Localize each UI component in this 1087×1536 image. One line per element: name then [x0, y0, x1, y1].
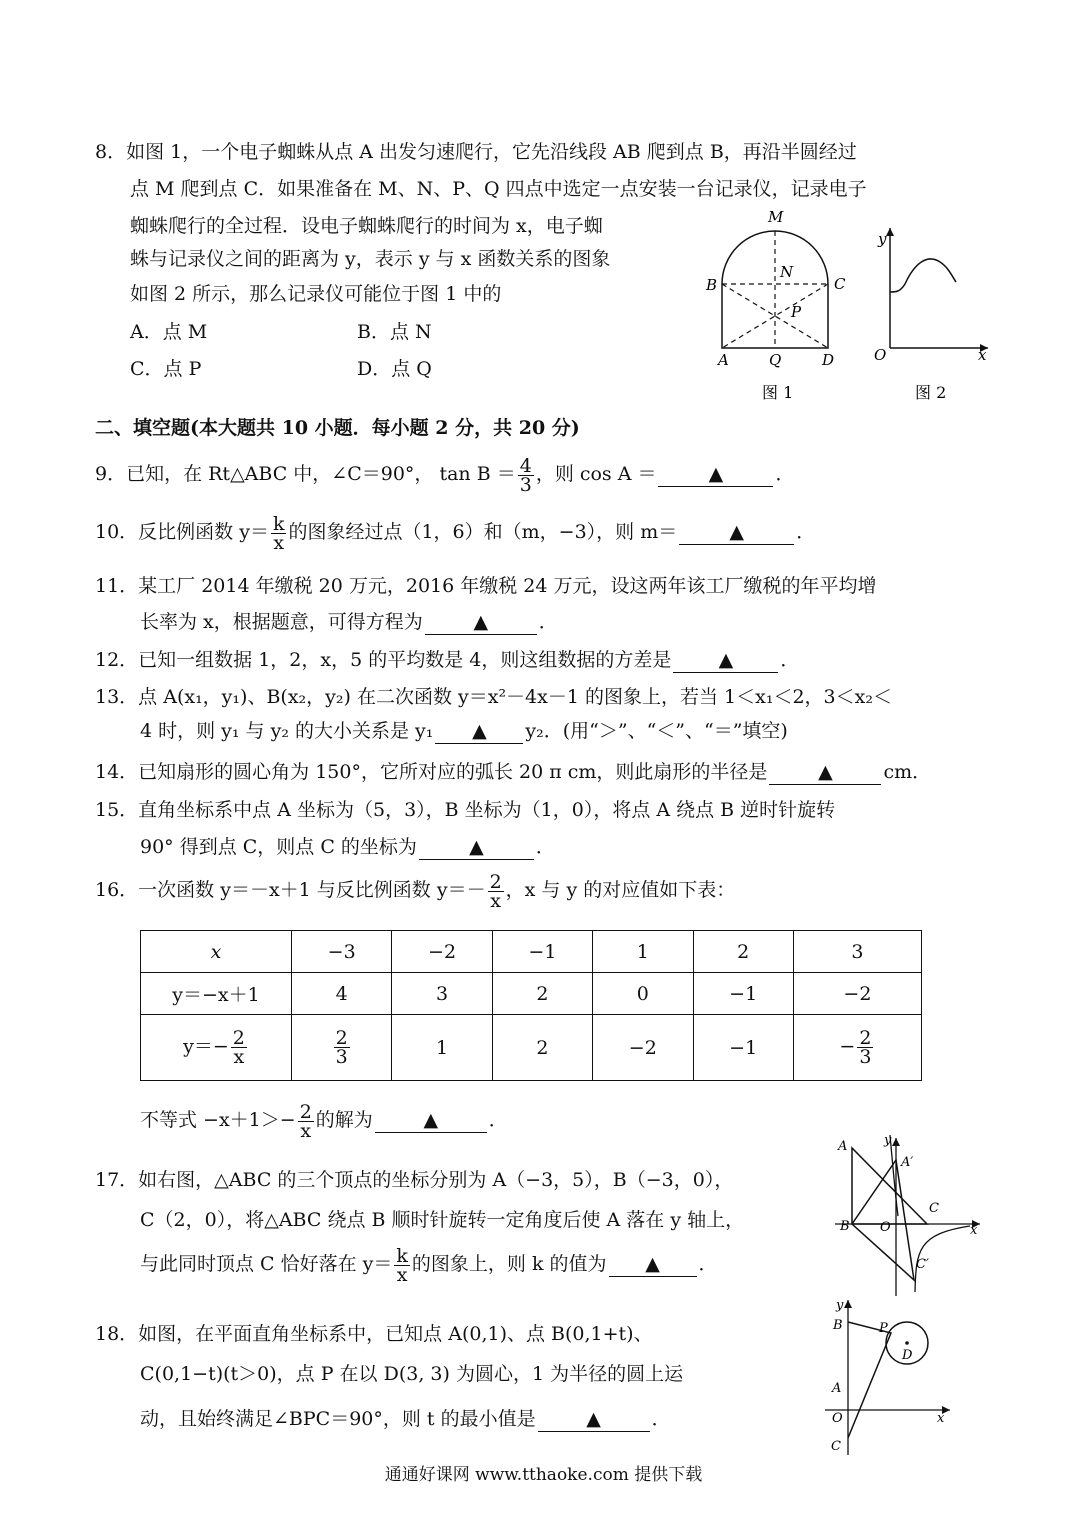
q10-fraction — [271, 512, 287, 554]
fig18-label-o: O — [832, 1411, 843, 1426]
table-row — [141, 931, 922, 973]
q17-figure — [830, 1130, 985, 1300]
table-cell: y＝−x＋1 — [141, 973, 292, 1015]
q9-post: ，则 cos A ＝ — [535, 463, 657, 485]
table-cell: 2 — [492, 973, 592, 1015]
table-cell: −2 — [593, 1015, 693, 1081]
fig1-label-b: B — [706, 276, 718, 294]
row3-label-num: 2 — [232, 1027, 245, 1049]
q17-line3 — [140, 1246, 718, 1284]
q16-ineq-pre: 不等式 −x＋1＞− — [140, 1109, 296, 1131]
table-cell — [141, 1015, 292, 1081]
q11-text: 长率为 x，根据题意，可得方程为 — [140, 611, 423, 633]
q10-pre: 10．反比例函数 y＝ — [95, 521, 269, 543]
fig18-label-c: C — [831, 1439, 841, 1454]
q16-fraction — [488, 870, 504, 912]
q15-end: ． — [535, 836, 555, 858]
q8-line4: 蛛与记录仪之间的距离为 y，表示 y 与 x 函数关系的图象 — [130, 248, 611, 270]
q16-ineq-post: 的解为 — [315, 1109, 373, 1131]
q9-pre: 9．已知，在 Rt△ABC 中，∠C＝90°， tan B ＝ — [95, 463, 516, 485]
cell-frac-den: 3 — [335, 1046, 348, 1068]
row3-label-fraction — [231, 1029, 247, 1066]
q18-answer-blank[interactable]: ▲ — [538, 1407, 650, 1432]
q16-ineq-fraction — [298, 1100, 314, 1142]
cell-frac-den: 3 — [859, 1046, 872, 1068]
q16-post: ，x 与 y 的对应值如下表： — [505, 879, 736, 901]
q13-line1: 13．点 A(x₁，y₁)、B(x₂，y₂) 在二次函数 y＝x²－4x－1 的图象上，若当 1＜x₁＜2，3＜x₂＜ — [95, 686, 892, 708]
q16-end: ． — [488, 1109, 508, 1131]
q13-text-post: y₂．(用“＞”、“＜”、“＝”填空) — [525, 720, 788, 742]
fig17-label-c-prime: C′ — [916, 1257, 929, 1272]
q17-frac-den: x — [396, 1263, 408, 1286]
q10-end: ． — [796, 521, 816, 543]
q11-answer-blank[interactable]: ▲ — [425, 610, 537, 635]
q8-figure-1 — [700, 200, 860, 405]
cell-frac-num: 2 — [335, 1027, 348, 1049]
table-cell: −2 — [392, 931, 492, 973]
row3-label-den: x — [233, 1046, 245, 1068]
table-cell: x — [141, 931, 292, 973]
fig17-label-a: A — [838, 1139, 848, 1154]
fig2-caption: 图 2 — [915, 383, 947, 402]
table-cell: 4 — [292, 973, 392, 1015]
q15-line1: 15．直角坐标系中点 A 坐标为（5，3），B 坐标为（1，0），将点 A 绕点 B 逆时针旋转 — [95, 799, 836, 821]
fig1-label-n: N — [780, 263, 794, 281]
fig17-label-a-prime: A′ — [901, 1155, 914, 1170]
cell-fraction — [334, 1029, 350, 1066]
table-cell: 2 — [492, 1015, 592, 1081]
q16-answer-blank[interactable]: ▲ — [375, 1108, 487, 1133]
q11-end: ． — [538, 611, 558, 633]
q16-value-table — [140, 930, 922, 1081]
q18-end: ． — [651, 1408, 671, 1430]
table-row — [141, 1015, 922, 1081]
q16-intro — [95, 872, 735, 910]
fig2-label-y: y — [878, 230, 887, 248]
row3-label-pre: y＝− — [183, 1035, 229, 1058]
q18-text: 动，且始终满足∠BPC＝90°，则 t 的最小值是 — [140, 1408, 536, 1430]
q9-end: ． — [775, 463, 795, 485]
q9-frac-den: 3 — [519, 473, 532, 496]
q11-line2 — [140, 608, 558, 636]
q17-line1: 17．如右图，△ABC 的三个顶点的坐标分别为 A（−3，5），B（−3，0）， — [95, 1169, 734, 1191]
q14-text: 14．已知扇形的圆心角为 150°，它所对应的弧长 20 π cm，则此扇形的半径是 — [95, 761, 768, 783]
table-cell — [292, 1015, 392, 1081]
fig1-label-q: Q — [769, 351, 782, 369]
q13-text-pre: 4 时，则 y₁ 与 y₂ 的大小关系是 y₁ — [140, 720, 434, 742]
q14-answer-blank[interactable]: ▲ — [769, 760, 881, 785]
q9-frac-num: 4 — [519, 454, 532, 477]
q8-line5: 如图 2 所示，那么记录仪可能位于图 1 中的 — [130, 283, 502, 305]
fig17-label-x: x — [970, 1223, 978, 1238]
table-cell — [793, 1015, 921, 1081]
q12 — [95, 646, 799, 674]
q8-line2: 点 M 爬到点 C．如果准备在 M、N、P、Q 四点中选定一点安装一台记录仪，记录电子 — [130, 178, 867, 200]
q18-line1: 18．如图，在平面直角坐标系中，已知点 A(0,1)、点 B(0,1+t)、 — [95, 1323, 653, 1345]
q12-answer-blank[interactable]: ▲ — [673, 648, 778, 673]
q16-ineq-num: 2 — [299, 1100, 312, 1123]
table-cell: 2 — [693, 931, 793, 973]
q8-option-d: D．点 Q — [357, 358, 432, 380]
q8-option-b: B．点 N — [357, 321, 432, 343]
table-cell: 1 — [593, 931, 693, 973]
table-row — [141, 973, 922, 1015]
fig1-label-m: M — [768, 208, 784, 226]
q17-post: 的图象上，则 k 的值为 — [411, 1253, 607, 1275]
q17-line2: C（2，0），将△ABC 绕点 B 顺时针旋转一定角度后使 A 落在 y 轴上， — [140, 1209, 745, 1231]
table-cell: 3 — [392, 973, 492, 1015]
fig2-label-o: O — [874, 346, 887, 364]
q9 — [95, 456, 795, 494]
fig18-label-y: y — [836, 1298, 844, 1313]
q16-inequality — [140, 1102, 508, 1140]
q10 — [95, 514, 815, 552]
fig18-label-a: A — [832, 1381, 842, 1396]
q16-ineq-den: x — [300, 1119, 312, 1142]
table-cell: −1 — [693, 1015, 793, 1081]
q14 — [95, 758, 931, 786]
table-cell: −2 — [793, 973, 921, 1015]
q15-line2 — [140, 833, 555, 861]
q8-option-c: C．点 P — [130, 358, 202, 380]
q18-line3 — [140, 1405, 671, 1433]
table-cell: 3 — [793, 931, 921, 973]
q8-line1: 8．如图 1，一个电子蜘蛛从点 A 出发匀速爬行，它先沿线段 AB 爬到点 B，再沿半圆经过 — [95, 141, 857, 163]
q17-frac-num: k — [396, 1244, 408, 1267]
table-cell: −1 — [693, 973, 793, 1015]
q13-answer-blank[interactable]: ▲ — [435, 719, 523, 744]
table-cell: −1 — [492, 931, 592, 973]
q11-line1: 11．某工厂 2014 年缴税 20 万元，2016 年缴税 24 万元，设这两年该工厂缴税的年平均增 — [95, 575, 877, 597]
q17-fraction — [394, 1244, 410, 1286]
fig17-label-c: C — [929, 1201, 939, 1216]
table-cell: 0 — [593, 973, 693, 1015]
fig1-label-d: D — [822, 351, 835, 369]
fig18-label-x: x — [937, 1411, 945, 1426]
q8-figure-2 — [860, 220, 995, 405]
fig1-label-c: C — [834, 275, 846, 293]
q8-option-a: A．点 M — [130, 321, 208, 343]
table-cell: 1 — [392, 1015, 492, 1081]
q9-fraction — [518, 454, 534, 496]
q18-figure — [815, 1295, 965, 1460]
q16-frac-den: x — [490, 889, 501, 912]
q16-pre: 16．一次函数 y＝－x＋1 与反比例函数 y＝－ — [95, 879, 486, 901]
q18-line2: C(0,1−t)(t＞0)，点 P 在以 D(3, 3) 为圆心，1 为半径的圆上运 — [140, 1363, 684, 1385]
fig2-label-x: x — [978, 346, 987, 364]
cell-pre: − — [839, 1035, 856, 1058]
fig1-label-p: P — [791, 303, 802, 321]
table-cell: −3 — [292, 931, 392, 973]
q12-text: 12．已知一组数据 1，2，x，5 的平均数是 4，则这组数据的方差是 — [95, 649, 672, 671]
fig1-caption: 图 1 — [762, 383, 794, 402]
fig17-label-o: O — [880, 1220, 891, 1235]
q17-pre: 与此同时顶点 C 恰好落在 y＝ — [140, 1253, 393, 1275]
cell-fraction — [857, 1029, 873, 1066]
q12-end: ． — [780, 649, 800, 671]
q10-frac-den: x — [273, 531, 285, 554]
cell-frac-num: 2 — [859, 1027, 872, 1049]
fig18-label-p: P — [879, 1321, 888, 1336]
fig1-label-a: A — [718, 351, 729, 369]
q17-end: ． — [698, 1253, 718, 1275]
q13-line2 — [140, 717, 788, 745]
fig18-label-b: B — [833, 1318, 843, 1333]
q9-answer-blank[interactable]: ▲ — [658, 462, 773, 487]
q15-text: 90° 得到点 C，则点 C 的坐标为 — [140, 836, 417, 858]
q10-post: 的图象经过点（1，6）和（m，−3），则 m＝ — [288, 521, 678, 543]
fig17-label-b: B — [840, 1219, 850, 1234]
fig18-label-d: D — [902, 1348, 913, 1363]
q8-line3: 蜘蛛爬行的全过程．设电子蜘蛛爬行的时间为 x，电子蜘 — [130, 215, 603, 237]
section-2-heading: 二、填空题(本大题共 10 小题．每小题 2 分，共 20 分) — [95, 417, 580, 439]
fig17-label-y: y — [884, 1133, 892, 1148]
page-footer: 通通好课网 www.tthaoke.com 提供下载 — [384, 1465, 703, 1485]
q14-end: cm． — [883, 761, 932, 783]
q15-answer-blank[interactable]: ▲ — [419, 835, 534, 860]
q10-frac-num: k — [272, 512, 285, 535]
q17-answer-blank[interactable]: ▲ — [609, 1252, 697, 1277]
q10-answer-blank[interactable]: ▲ — [679, 520, 794, 545]
q16-frac-num: 2 — [489, 870, 502, 893]
